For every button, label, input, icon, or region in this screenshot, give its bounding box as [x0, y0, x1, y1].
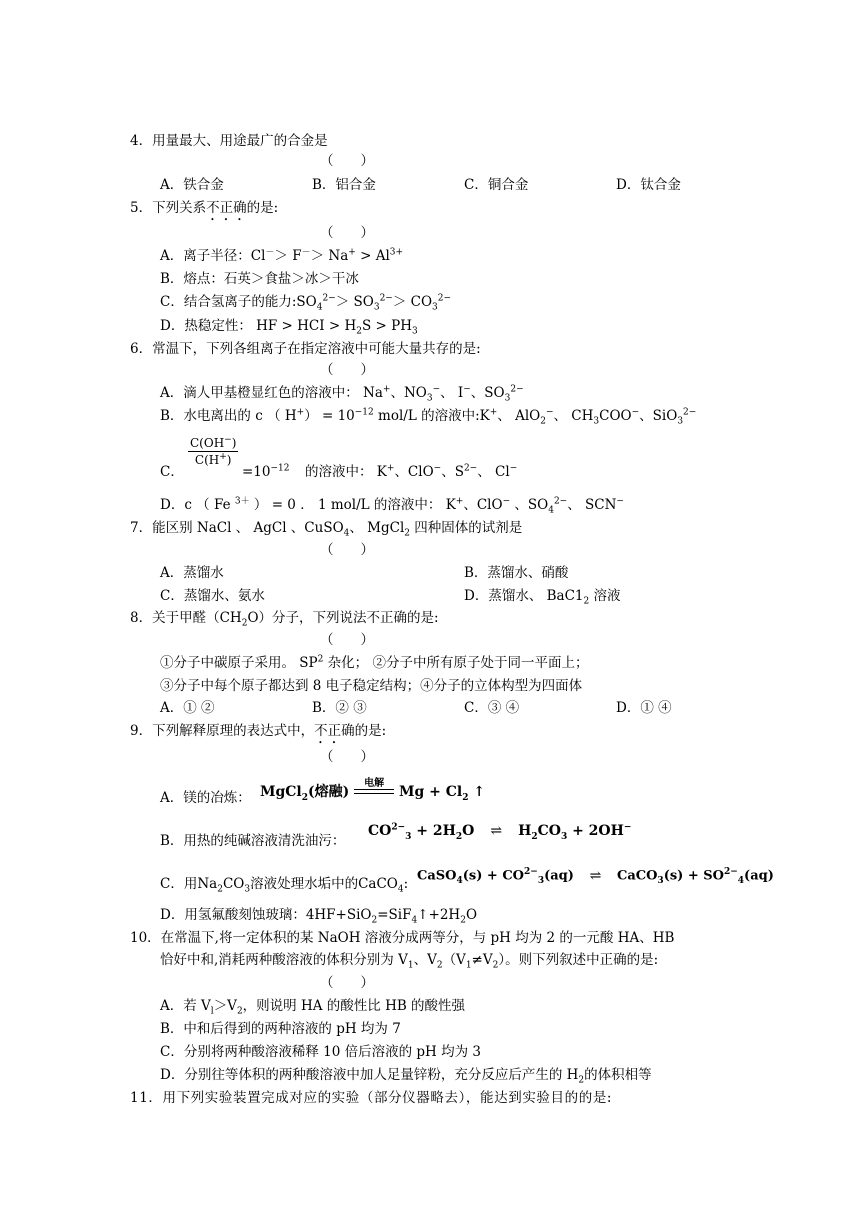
q4-option-c: C．铜合金 [464, 177, 529, 193]
q4-option-a: A．铁合金 [160, 177, 224, 193]
q7-option-a: A．蒸馏水 [160, 565, 224, 581]
q5-stem: 5．下列关系不正确的是: [130, 200, 279, 216]
q10-option-d: D．分别往等体积的两种酸溶液中加人足量锌粉，充分反应后产生的 $H_2$的体积相等 [160, 1067, 652, 1086]
q4-stem: 4．用量最大、用途最广的合金是 [130, 133, 328, 149]
q5-option-c: C．结合氢离子的能力$:SO_4^{2-}> SO_3^{2-}> CO_3^{2-}$ [160, 293, 452, 313]
q9-equation-b: $CO^{2-}_3 + 2H_2O$ ⇌ $H_2CO_3 + 2OH^-$ [368, 822, 632, 842]
q7-option-b: B．蒸馏水、硝酸 [464, 565, 569, 581]
q4-option-b: B．铝合金 [312, 177, 376, 193]
q9-option-d: D．用氢氟酸刻蚀玻璃：$4HF+SiO_2=SiF_4↑+2H_2O$ [160, 907, 478, 926]
q9-stem: 9．下列解释原理的表达式中，不正确的是: [130, 723, 387, 739]
electrolysis-arrow: 电解 [354, 787, 394, 797]
q6-fraction [188, 436, 238, 467]
q8-option-b: B．② ③ [312, 700, 367, 716]
q5-option-d: D．热稳定性： HF > HCI > $H_2S > PH_3$ [160, 318, 418, 337]
q6-option-b: B．水电离出的 c （ $H^+) = 10^{-12}$ mol/L 的溶液中:K+、 AlO$_2$−、 $CH_3COO^-$、SiO$_3^{2-}$ [160, 407, 697, 427]
q7-stem: 7．能区别 NaCl 、 AgCl 、CuSO$_4$、 MgCl$_2$ 四种固体的试剂是 [130, 520, 523, 539]
q4-paren: （ ） [320, 153, 374, 169]
q10-stem-line2: 恰好中和,消耗两种酸溶液的体积分别为 $V_1$、$V_2(V_1\ne V_2)$。则下列叙述中正确的是: [160, 952, 659, 971]
q9-paren: （ ） [320, 749, 374, 765]
q8-option-d: D．① ④ [616, 700, 672, 716]
q6-option-c-label: C． [160, 464, 184, 480]
q9-equation-a: MgCl$_2$(熔融) 电解 $Mg + Cl_2$ ↑ [260, 778, 486, 803]
q6-option-a: A．滴人甲基橙显红色的溶液中： Na+、$NO_3^-$、 I−、$SO_3^{2-}$ [160, 384, 524, 404]
q6-option-c-ions: 的溶液中： K+、ClO−、$S^{2-}$、 Cl− [305, 463, 518, 480]
q9-option-c: C．用$Na_2CO_3$溶液处理水垢中的CaCO$_4$: [160, 876, 409, 895]
equilibrium-arrow: ⇌ [490, 823, 503, 839]
q5-paren: （ ） [320, 225, 374, 241]
q10-option-b: B．中和后得到的两种溶液的 pH 均为 7 [160, 1021, 401, 1037]
q10-option-c: C．分别将两种酸溶液稀释 10 倍后溶液的 pH 均为 3 [160, 1044, 481, 1060]
q8-option-a: A．① ② [160, 700, 215, 716]
q7-option-d: D．蒸馏水、 $BaC1_2$ 溶液 [464, 588, 621, 607]
q9-option-b: B．用热的纯碱溶液清洗油污： [160, 833, 346, 849]
q5-option-a: A．离子半径：$Cl^-> F^-> Na^+ > Al^{3+}$ [160, 247, 404, 264]
q6-option-c-eq: $=10^{-12}$ [242, 463, 290, 480]
q8-paren: （ ） [320, 632, 374, 648]
q6-paren: （ ） [320, 362, 374, 378]
q8-option-c: C．③ ④ [464, 700, 520, 716]
q5-option-b: B．熔点：石英＞食盐＞冰＞干冰 [160, 271, 359, 287]
q6-stem: 6．常温下，下列各组离子在指定溶液中可能大量共存的是: [130, 341, 481, 357]
q8-statement-1: ①分子中碳原子采用。 $SP^2$ 杂化； ②分子中所有原子处于同一平面上； [160, 654, 589, 671]
fraction-numerator: C(OH−) [190, 435, 237, 450]
q4-option-d: D．钛合金 [616, 177, 681, 193]
q10-option-a: A．若 $V_l>V_2$，则说明 HA 的酸性比 HB 的酸性强 [160, 998, 466, 1017]
fraction-denominator: C(H+) [194, 452, 232, 467]
q7-paren: （ ） [320, 542, 374, 558]
q11-stem: 11．用下列实验装置完成对应的实验（部分仪器略去），能达到实验目的的是: [130, 1090, 613, 1106]
q9-option-a: A．镁的冶炼： [160, 790, 251, 806]
q8-stem: 8．关于甲醛$(CH_2O)$分子，下列说法不正确的是: [130, 610, 439, 629]
q10-paren: （ ） [320, 975, 374, 991]
q8-statement-2: ③分子中每个原子都达到 8 电子稳定结构；④分子的立体构型为四面体 [160, 678, 583, 694]
q7-option-c: C．蒸馏水、氨水 [160, 588, 265, 604]
q10-stem-line1: 10．在常温下,将一定体积的某 NaOH 溶液分成两等分，与 pH 均为 2 的一元酸 HA、HB [130, 930, 675, 946]
equilibrium-arrow: ⇌ [589, 868, 602, 884]
q9-equation-c: CaSO$_4$(s) + $CO^{2-}_3(aq)$ ⇌ CaCO$_3$(s) + $SO^{2-}_4(aq)$ [417, 867, 774, 887]
q6-option-d: D．c （ Fe $^{3+}$ ） = 0 ． 1 mol/L 的溶液中： K+、ClO− 、$SO_4^{2-}$、 SCN− [160, 496, 624, 516]
